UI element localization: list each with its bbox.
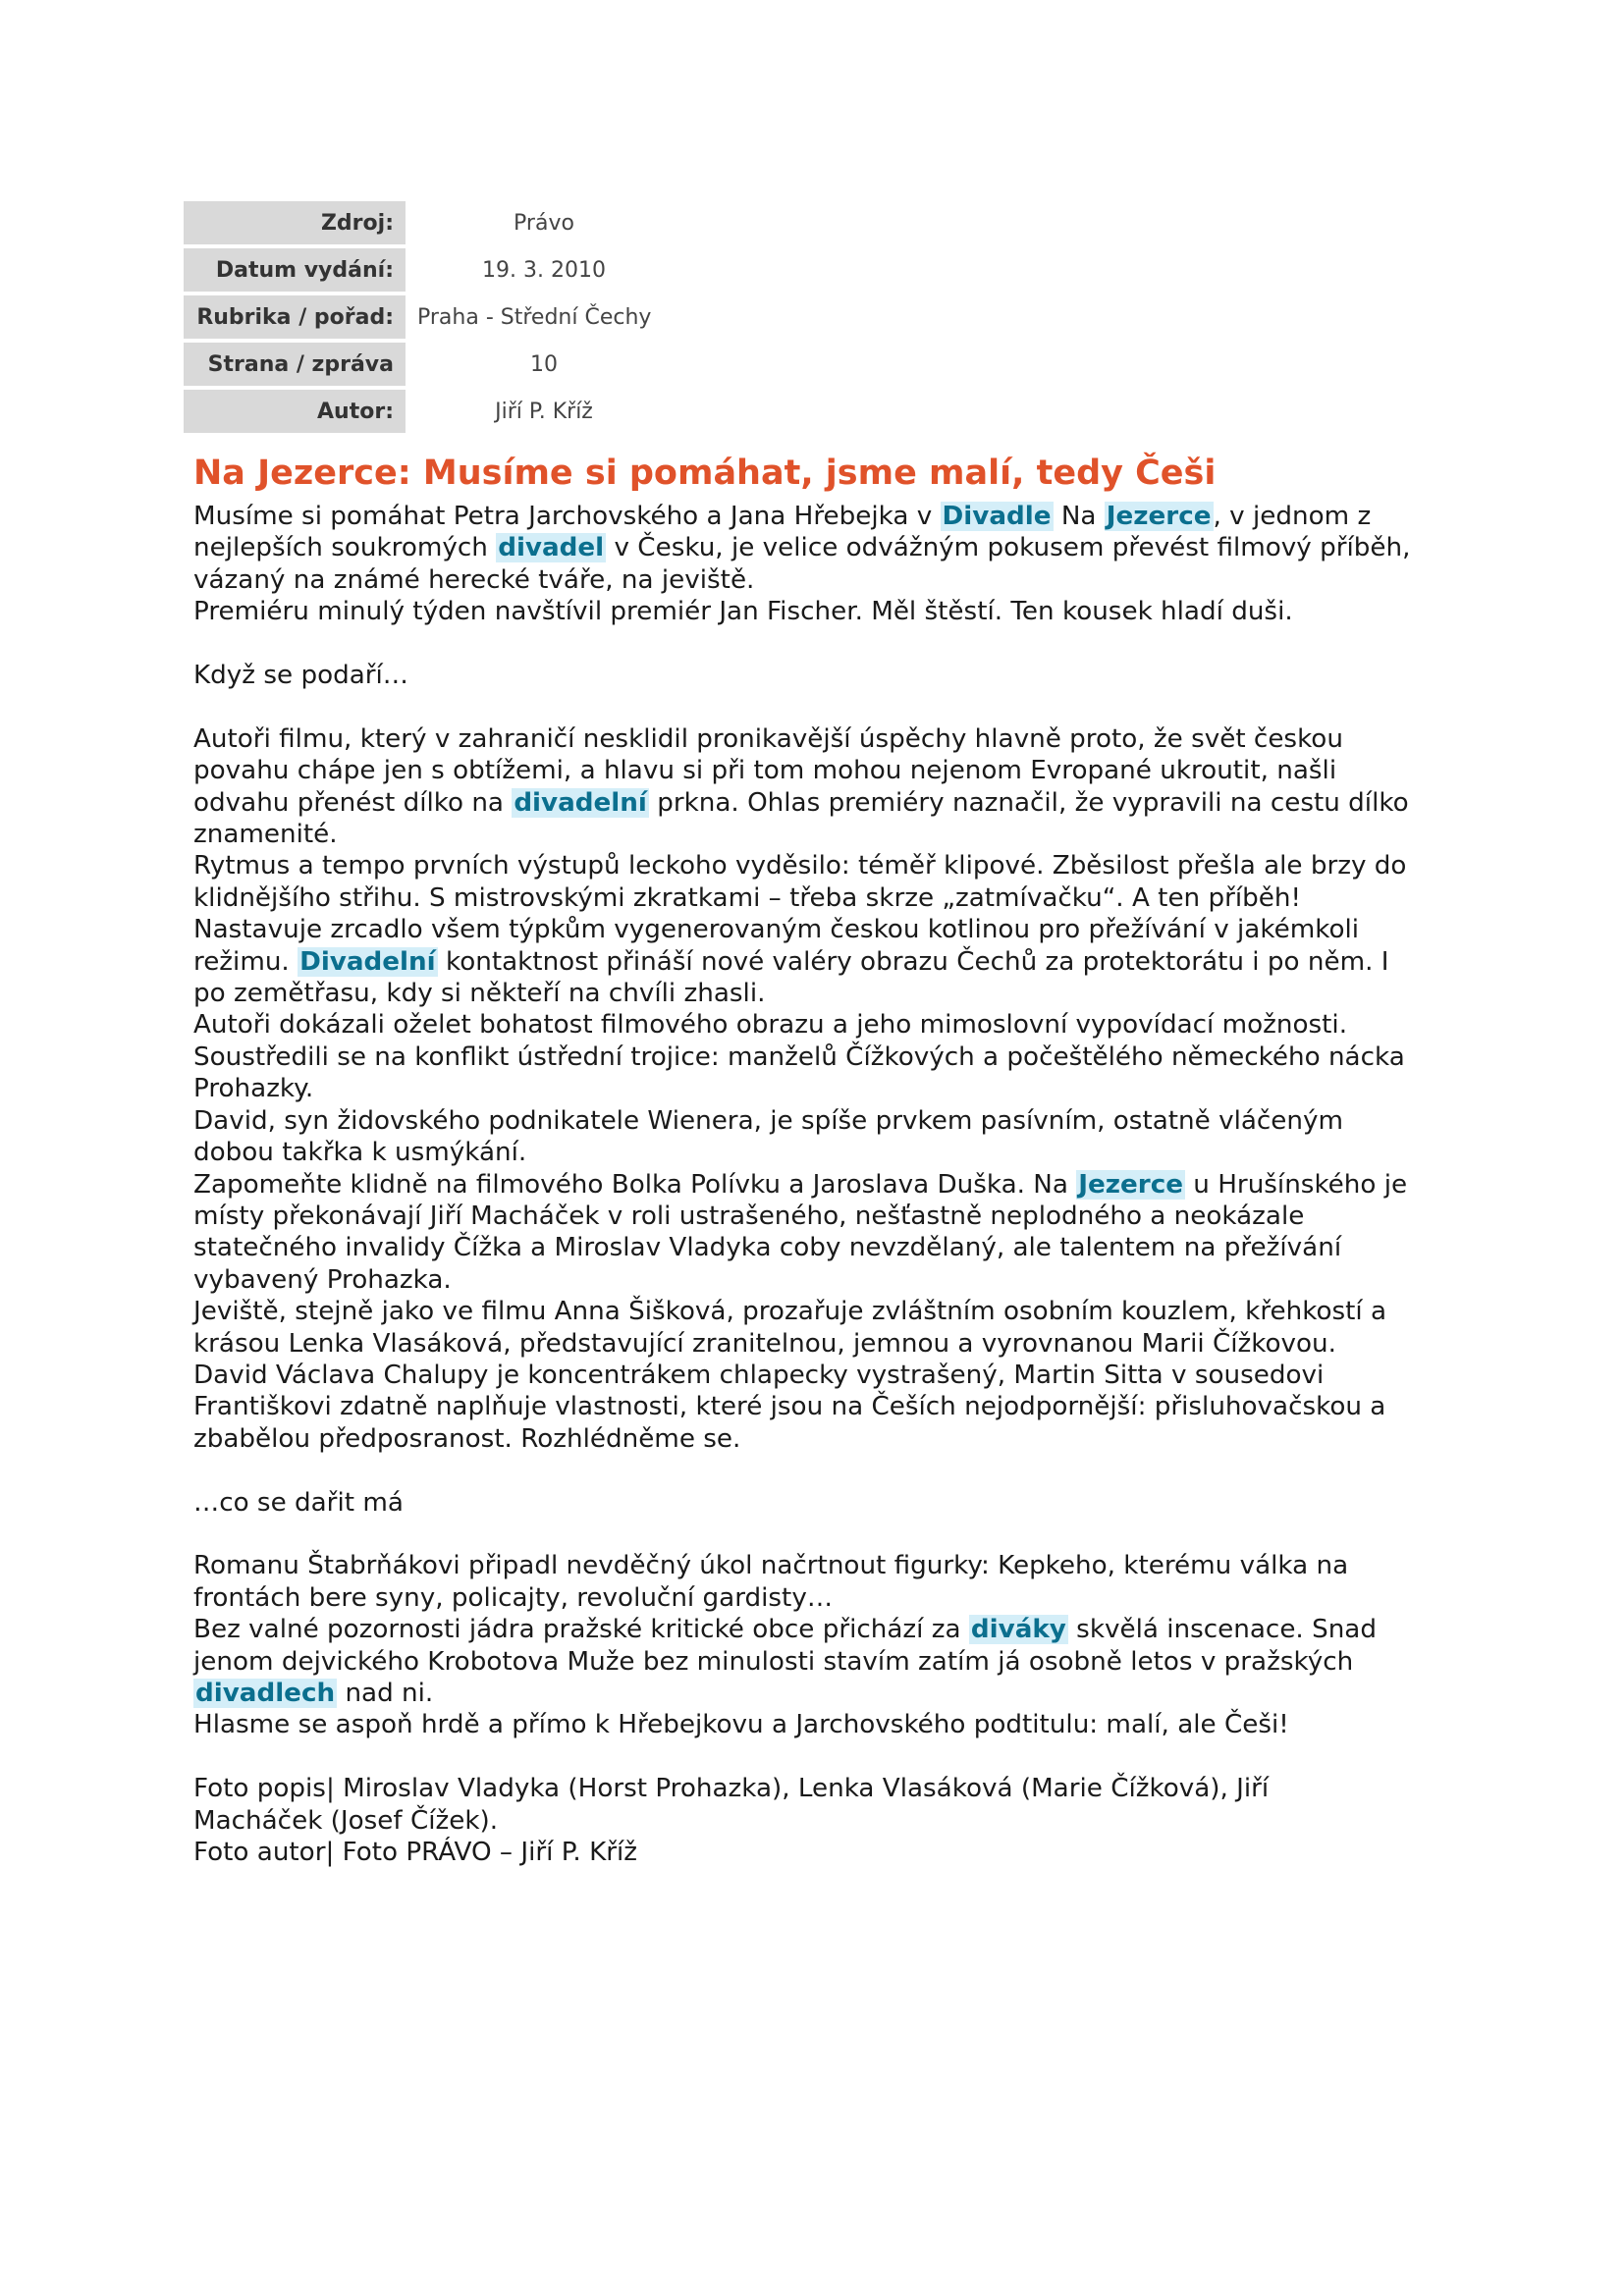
- article-line: [193, 755, 1440, 786]
- text-segment: vybavený Prohazka.: [193, 1264, 452, 1295]
- text-segment: v Česku, je velice odvážným pokusem převést filmový příběh,: [606, 533, 1411, 563]
- text-segment: vázaný na známé herecké tváře, na jeviště.: [193, 564, 755, 595]
- text-segment: Premiéru minulý týden navštívil premiér Jan Fischer. Měl štěstí. Ten kousek hladí duši.: [193, 597, 1293, 627]
- text-segment: Zapomeňte klidně na filmového Bolka Polívku a Jaroslava Duška. Na: [193, 1169, 1077, 1200]
- text-segment: David Václava Chalupy je koncentrákem chlapecky vystrašený, Martin Sitta v sousedovi: [193, 1360, 1325, 1390]
- article-line: [193, 850, 1440, 881]
- article-line: [193, 1296, 1440, 1327]
- text-segment: Bez valné pozornosti jádra pražské kritické obce přichází za: [193, 1615, 969, 1645]
- highlighted-keyword: diváky: [970, 1615, 1066, 1645]
- text-segment: místy překonávají Jiří Macháček v roli ustrašeného, nešťastně neplodného a neokázale: [193, 1201, 1305, 1231]
- text-segment: Autoři filmu, který v zahraničí nesklidil pronikavější úspěchy hlavně proto, že svět českou: [193, 723, 1343, 754]
- metadata-body: [184, 201, 682, 433]
- text-segment: Musíme si pomáhat Petra Jarchovského a Jana Hřebejka v: [193, 502, 941, 531]
- text-segment: dobou takřka k usmýkání.: [193, 1138, 527, 1168]
- article-line: [193, 1009, 1440, 1041]
- text-segment: krásou Lenka Vlasáková, představující zranitelnou, jemnou a vyrovnanou Marii Čížkovou.: [193, 1328, 1336, 1359]
- text-segment: odvahu přenést dílko na: [193, 787, 513, 818]
- article-line: [193, 1678, 1440, 1709]
- article-line: [193, 787, 1440, 819]
- article-line: [193, 1137, 1440, 1168]
- highlighted-keyword: divadelní: [514, 787, 647, 818]
- article-line: [193, 723, 1440, 755]
- metadata-label: Datum vydání:: [184, 248, 406, 292]
- text-segment: statečného invalidy Čížka a Miroslav Vladyka coby nevzdělaný, ale talentem na přežívání: [193, 1233, 1342, 1263]
- paragraph-gap: [193, 1455, 1440, 1486]
- metadata-row: [184, 343, 682, 386]
- text-segment: znamenité.: [193, 820, 338, 850]
- article-line: [193, 1487, 1440, 1519]
- article-line: [193, 978, 1440, 1009]
- text-segment: zbabělou předposranost. Rozhlédněme se.: [193, 1423, 741, 1454]
- article-line: [193, 914, 1440, 945]
- article-line: [193, 596, 1440, 627]
- text-segment: Hlasme se aspoň hrdě a přímo k Hřebejkovu a Jarchovského podtitulu: malí, ale Češi!: [193, 1710, 1289, 1740]
- metadata-row: [184, 201, 682, 244]
- highlighted-keyword: divadlech: [195, 1678, 336, 1708]
- metadata-label: Strana / zpráva: [184, 343, 406, 386]
- text-segment: Rytmus a tempo prvních výstupů leckoho vyděsilo: téměř klipové. Zběsilost přešla ale brzy do: [193, 851, 1407, 881]
- text-segment: nad ni.: [337, 1678, 434, 1708]
- metadata-value: Praha - Střední Čechy: [417, 304, 652, 330]
- article-line: [193, 1614, 1440, 1645]
- text-segment: Romanu Štabrňákovi připadl nevděčný úkol načrtnout figurky: Kepkeho, kterému válka na: [193, 1551, 1349, 1581]
- text-segment: Františkovi zdatně naplňuje vlastnosti, které jsou na Češích nejodpornější: přisluhovačskou a: [193, 1392, 1386, 1422]
- article-body: [193, 501, 1440, 1868]
- article-line: [193, 1105, 1440, 1137]
- paragraph-gap: [193, 1519, 1440, 1550]
- text-segment: klidnějšího střihu. S mistrovskými zkratkami – třeba skrze „zatmívačku“. A ten příběh!: [193, 882, 1301, 913]
- article-title: Na Jezerce: Musíme si pomáhat, jsme malí, tedy Češi: [193, 454, 1217, 493]
- text-segment: režimu.: [193, 946, 298, 977]
- article-line: [193, 819, 1440, 850]
- text-segment: Když se podaří…: [193, 661, 408, 691]
- text-segment: povahu chápe jen s obtížemi, a hlavu si při tom mohou nejenom Evropané ukroutit, našli: [193, 756, 1337, 786]
- metadata-value: 19. 3. 2010: [482, 257, 606, 283]
- article-line: [193, 532, 1440, 563]
- article-line: [193, 1201, 1440, 1232]
- article-line: [193, 1423, 1440, 1455]
- article-line: [193, 501, 1440, 532]
- text-segment: Autoři dokázali oželet bohatost filmového obrazu a jeho mimoslovní vypovídací možnosti.: [193, 1010, 1348, 1041]
- article-line: [193, 1773, 1440, 1804]
- paragraph-gap: [193, 1741, 1440, 1773]
- article-line: [193, 1646, 1440, 1678]
- article-line: [193, 1169, 1440, 1201]
- text-segment: prkna. Ohlas premiéry naznačil, že vypravili na cestu dílko: [648, 787, 1409, 818]
- text-segment: David, syn židovského podnikatele Wienera, je spíše prvkem pasívním, ostatně vláčeným: [193, 1105, 1344, 1136]
- article-line: [193, 1360, 1440, 1391]
- text-segment: Na: [1053, 502, 1105, 531]
- metadata-label: Rubrika / pořad:: [184, 295, 406, 339]
- metadata-row: [184, 248, 682, 292]
- metadata-row: [184, 390, 682, 433]
- article-line: [193, 1582, 1440, 1614]
- article-line: [193, 660, 1440, 691]
- text-segment: frontách bere syny, policajty, revoluční gardisty…: [193, 1582, 834, 1613]
- paragraph-gap: [193, 691, 1440, 722]
- text-segment: Foto popis| Miroslav Vladyka (Horst Prohazka), Lenka Vlasáková (Marie Čížková), Jiří: [193, 1774, 1270, 1804]
- text-segment: …co se dařit má: [193, 1487, 404, 1518]
- text-segment: Nastavuje zrcadlo všem týpkům vygenerovaným českou kotlinou pro přežívání v jakémkoli: [193, 915, 1360, 945]
- article-line: [193, 882, 1440, 914]
- metadata-row: [184, 295, 682, 339]
- text-segment: po zemětřasu, kdy si někteří na chvíli zhasli.: [193, 979, 766, 1009]
- article-line: [193, 564, 1440, 596]
- highlighted-keyword: Divadelní: [299, 946, 436, 977]
- text-segment: Foto autor| Foto PRÁVO – Jiří P. Kříž: [193, 1837, 638, 1867]
- paragraph-gap: [193, 628, 1440, 660]
- metadata-table: [184, 197, 682, 437]
- metadata-value: 10: [530, 351, 558, 377]
- article-line: [193, 1232, 1440, 1263]
- article-line: [193, 1391, 1440, 1422]
- text-segment: , v jednom z: [1213, 502, 1372, 531]
- text-segment: Jeviště, stejně jako ve filmu Anna Šišková, prozařuje zvláštním osobním kouzlem, křehkostí a: [193, 1297, 1387, 1327]
- article-line: [193, 1709, 1440, 1740]
- article-line: [193, 1837, 1440, 1868]
- text-segment: skvělá inscenace. Snad: [1067, 1615, 1377, 1645]
- metadata-value: Jiří P. Kříž: [495, 399, 593, 424]
- text-segment: jenom dejvického Krobotova Muže bez minulosti stavím zatím já osobně letos v pražských: [193, 1646, 1354, 1677]
- highlighted-keyword: Jezerce: [1106, 502, 1212, 531]
- text-segment: Prohazky.: [193, 1074, 314, 1104]
- article-line: [193, 1550, 1440, 1581]
- text-segment: kontaktnost přináší nové valéry obrazu Čechů za protektorátu i po něm. I: [437, 946, 1389, 977]
- metadata-value: Právo: [514, 210, 574, 236]
- article-line: [193, 946, 1440, 978]
- metadata-label: Autor:: [184, 390, 406, 433]
- metadata-label: Zdroj:: [184, 201, 406, 244]
- text-segment: nejlepších soukromých: [193, 533, 497, 563]
- article-line: [193, 1041, 1440, 1073]
- text-segment: Macháček (Josef Čížek).: [193, 1805, 499, 1836]
- article-line: [193, 1073, 1440, 1104]
- article-line: [193, 1264, 1440, 1296]
- text-segment: u Hrušínského je: [1184, 1169, 1408, 1200]
- text-segment: Soustředili se na konflikt ústřední trojice: manželů Čížkových a počeštělého německého nácka: [193, 1041, 1405, 1072]
- highlighted-keyword: divadel: [498, 533, 605, 563]
- highlighted-keyword: Divadle: [942, 502, 1052, 531]
- article-line: [193, 1805, 1440, 1837]
- highlighted-keyword: Jezerce: [1078, 1169, 1183, 1200]
- article-line: [193, 1328, 1440, 1360]
